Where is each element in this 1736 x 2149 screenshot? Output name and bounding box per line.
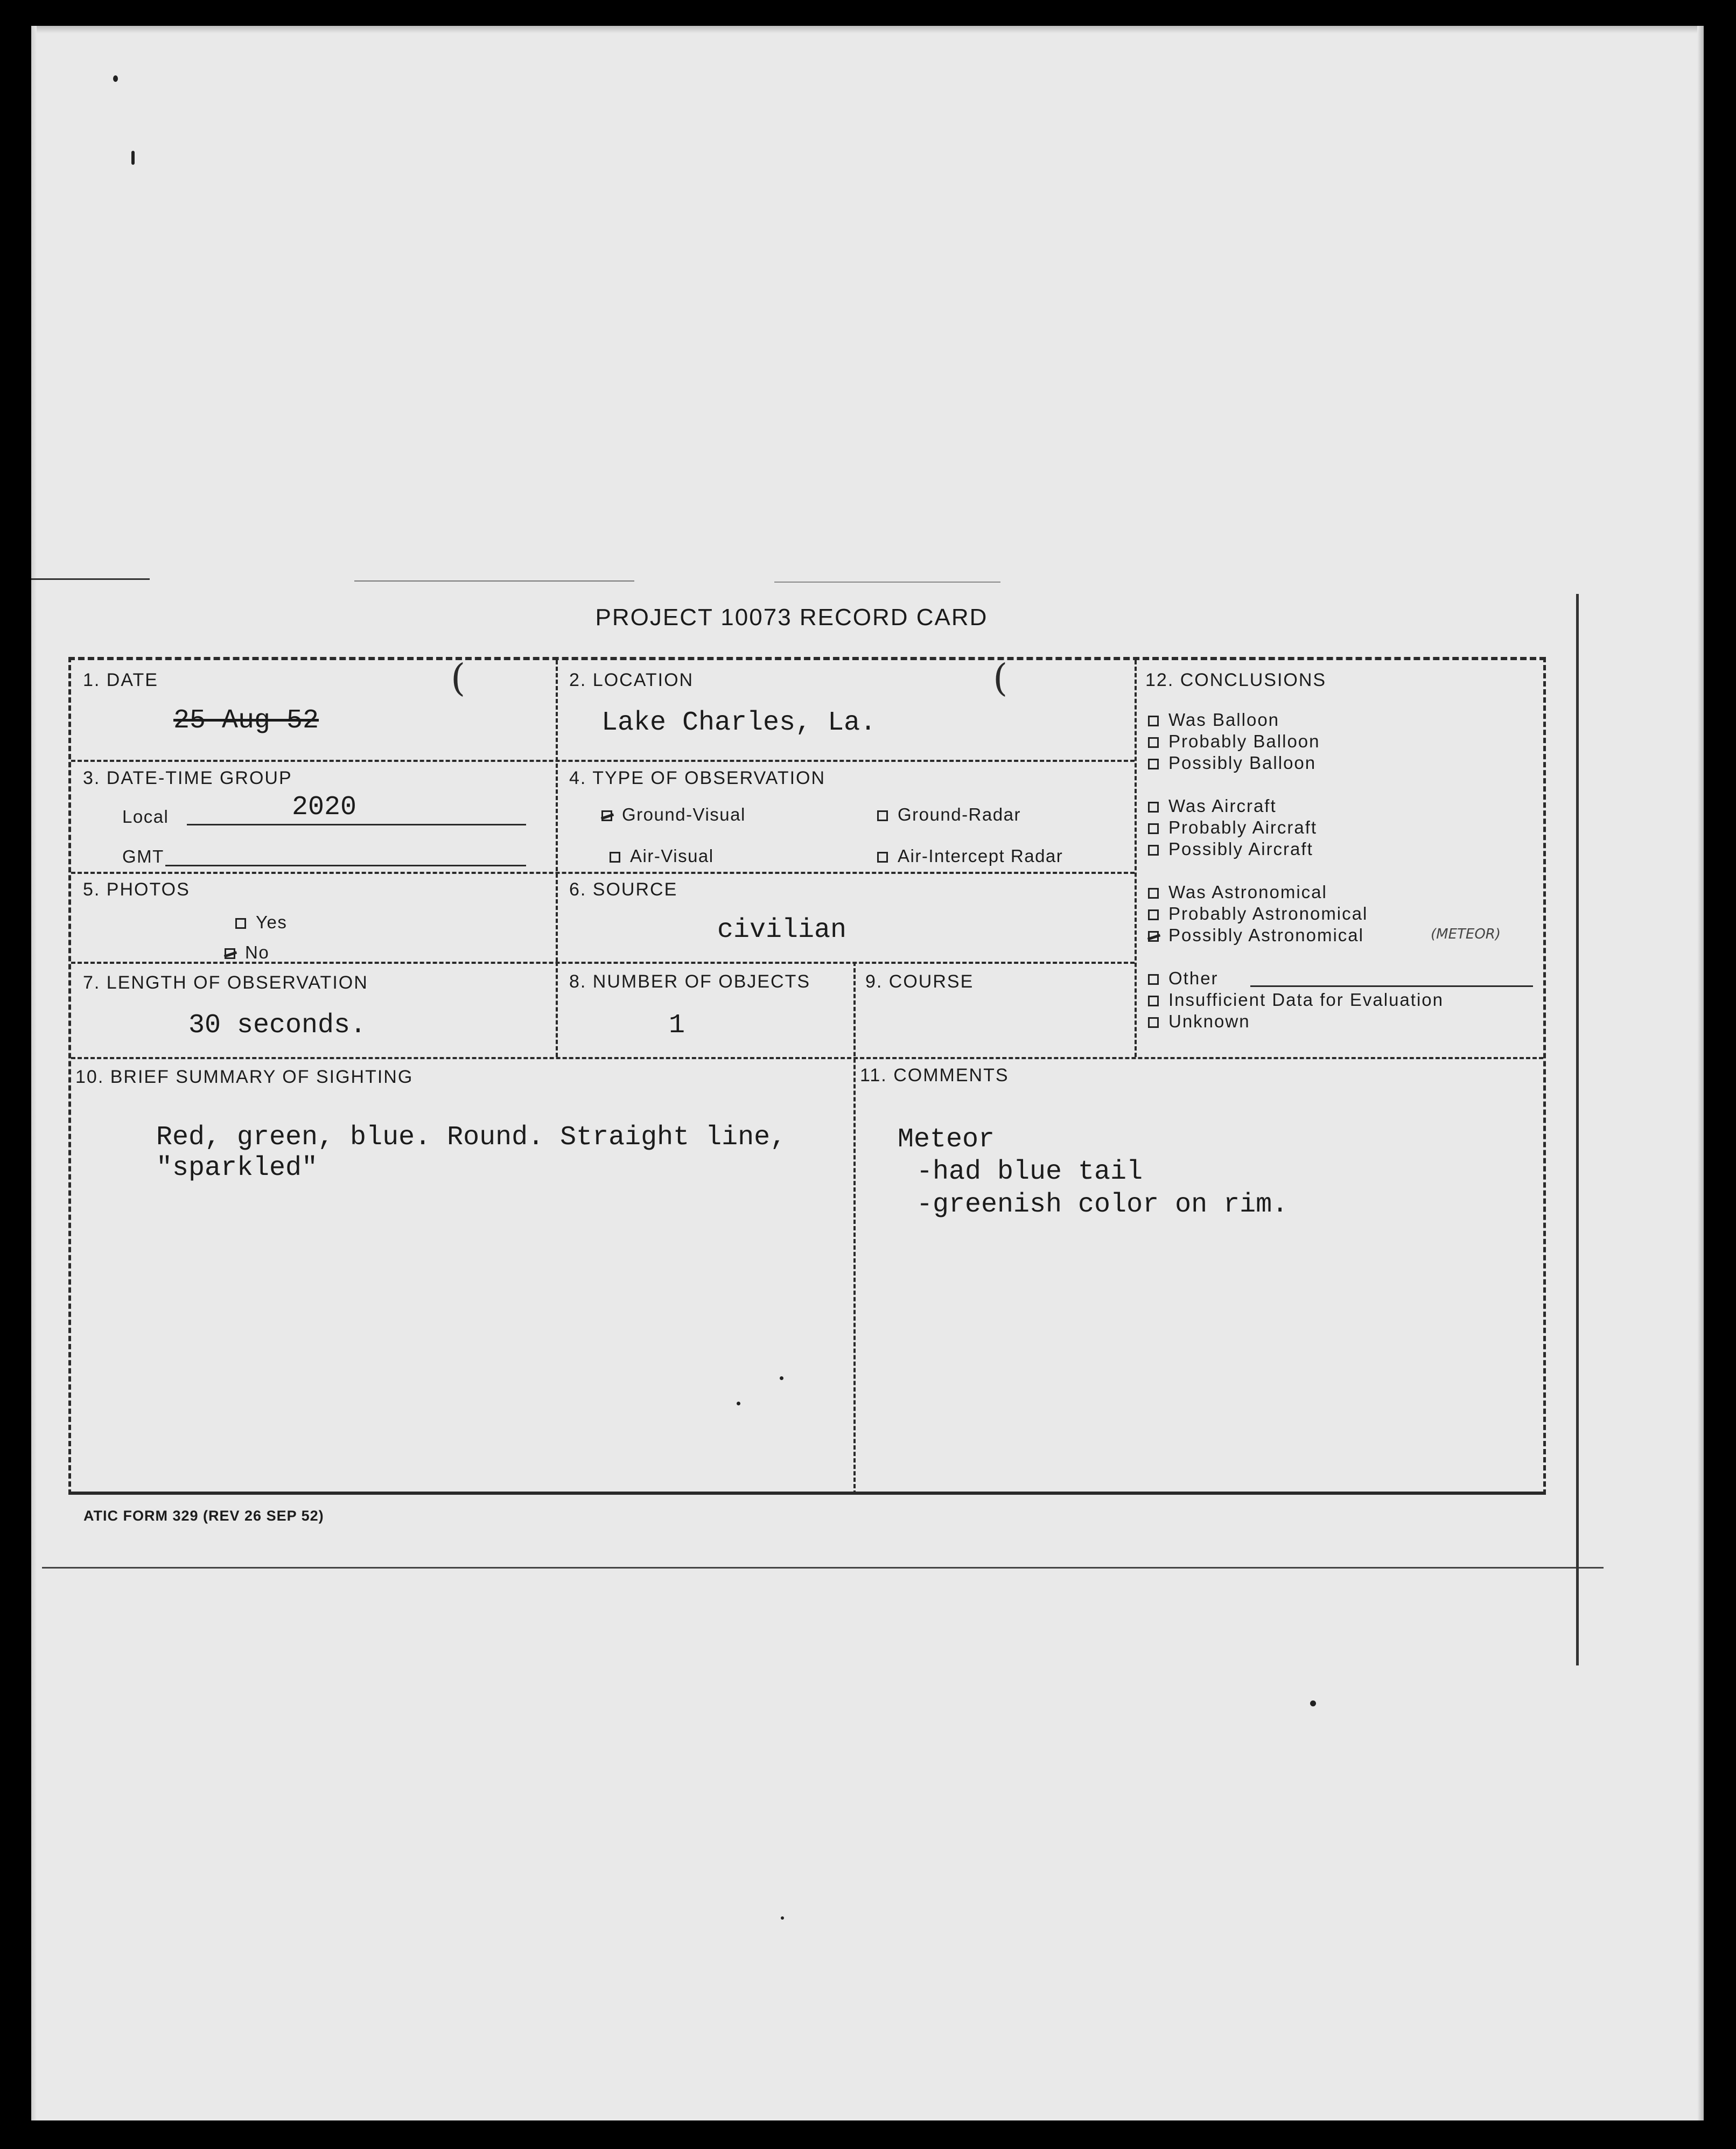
observation-option-ground-visual[interactable]: Ground-Visual (601, 804, 746, 825)
conclusion-possibly-balloon[interactable]: Possibly Balloon (1148, 753, 1316, 773)
row-divider (71, 760, 1135, 762)
comment-line: -greenish color on rim. (916, 1189, 1289, 1220)
col-divider (556, 962, 558, 1057)
observation-type-label: 4. TYPE OF OBSERVATION (569, 768, 826, 788)
checkbox[interactable] (1148, 888, 1159, 899)
summary-line: Red, green, blue. Round. Straight line, (156, 1122, 787, 1153)
observation-option-air-intercept-radar[interactable]: Air-Intercept Radar (877, 846, 1063, 866)
conclusion-was-aircraft[interactable]: Was Aircraft (1148, 796, 1277, 816)
date-time-group-label: 3. DATE-TIME GROUP (83, 768, 292, 788)
conclusion-was-balloon[interactable]: Was Balloon (1148, 710, 1279, 730)
stray-rule (774, 582, 1000, 583)
checkbox[interactable] (1148, 759, 1159, 769)
checkbox-checked[interactable] (1148, 931, 1159, 942)
record-card (68, 657, 1546, 1495)
stray-vertical-rule (1576, 594, 1579, 1665)
row-divider (71, 1057, 1543, 1059)
comments-label: 11. COMMENTS (860, 1065, 1009, 1086)
source-label: 6. SOURCE (569, 879, 678, 900)
stray-rule (42, 1567, 1604, 1569)
local-underline (187, 824, 526, 825)
conclusion-was-astronomical[interactable]: Was Astronomical (1148, 882, 1327, 902)
length-value: 30 seconds. (188, 1010, 367, 1041)
date-value: 25 Aug 52 (173, 705, 319, 736)
col-divider (853, 962, 856, 1495)
checkbox[interactable] (1148, 845, 1159, 856)
location-value: Lake Charles, La. (601, 708, 877, 738)
objects-label: 8. NUMBER OF OBJECTS (569, 971, 811, 992)
dust-speck (113, 75, 118, 82)
conclusion-insufficient-data[interactable]: Insufficient Data for Evaluation (1148, 990, 1444, 1010)
bracket-mark: ( (993, 656, 1008, 700)
dust-speck (781, 1916, 784, 1920)
conclusions-label: 12. CONCLUSIONS (1145, 670, 1327, 690)
checkbox[interactable] (1148, 823, 1159, 834)
local-label: Local (122, 807, 169, 827)
gmt-underline (165, 865, 526, 866)
checkbox-checked[interactable] (225, 948, 235, 959)
conclusion-possibly-astronomical[interactable]: Possibly Astronomical (1148, 925, 1364, 946)
observation-option-ground-radar[interactable]: Ground-Radar (877, 804, 1021, 825)
other-underline (1250, 985, 1533, 987)
summary-line: "sparkled" (156, 1153, 318, 1184)
checkbox[interactable] (1148, 716, 1159, 726)
scan-edge-right (1697, 26, 1704, 2120)
date-label: 1. DATE (83, 670, 158, 690)
handwritten-note: (METEOR) (1431, 926, 1501, 942)
card-title: PROJECT 10073 RECORD CARD (595, 604, 988, 631)
checkbox[interactable] (1148, 974, 1159, 985)
dust-speck (1310, 1700, 1316, 1706)
bracket-mark: ( (451, 656, 466, 700)
comment-line: Meteor (898, 1124, 995, 1155)
scan-edge-left (31, 26, 37, 2120)
checkbox[interactable] (235, 918, 246, 929)
local-value: 2020 (292, 792, 357, 823)
checkbox[interactable] (1148, 1017, 1159, 1028)
photos-label: 5. PHOTOS (83, 879, 190, 900)
gmt-label: GMT (122, 846, 164, 866)
checkbox[interactable] (610, 852, 620, 863)
dust-speck (131, 151, 135, 165)
scan-edge-top (31, 26, 1704, 33)
conclusion-possibly-aircraft[interactable]: Possibly Aircraft (1148, 839, 1313, 859)
stray-rule (354, 580, 634, 582)
comment-line: -had blue tail (916, 1157, 1143, 1187)
summary-label: 10. BRIEF SUMMARY OF SIGHTING (75, 1067, 414, 1087)
conclusion-unknown[interactable]: Unknown (1148, 1011, 1250, 1032)
observation-option-air-visual[interactable]: Air-Visual (610, 846, 714, 866)
checkbox[interactable] (877, 810, 888, 821)
conclusion-probably-aircraft[interactable]: Probably Aircraft (1148, 817, 1317, 838)
checkbox[interactable] (1148, 802, 1159, 813)
col-divider (556, 660, 558, 962)
checkbox[interactable] (1148, 996, 1159, 1006)
form-footer: ATIC FORM 329 (REV 26 SEP 52) (83, 1508, 324, 1524)
source-value: civilian (717, 915, 847, 946)
row-divider (71, 872, 1135, 874)
photos-option-no[interactable]: No (225, 942, 269, 963)
checkbox[interactable] (1148, 737, 1159, 748)
checkbox[interactable] (1148, 909, 1159, 920)
checkbox[interactable] (877, 852, 888, 863)
stray-rule (31, 578, 150, 580)
conclusion-other[interactable]: Other (1148, 968, 1219, 989)
conclusion-probably-astronomical[interactable]: Probably Astronomical (1148, 904, 1368, 924)
objects-value: 1 (669, 1010, 685, 1041)
col-divider (1135, 660, 1137, 1057)
checkbox-checked[interactable] (601, 810, 612, 821)
length-label: 7. LENGTH OF OBSERVATION (83, 972, 368, 993)
photos-option-yes[interactable]: Yes (235, 912, 287, 933)
location-label: 2. LOCATION (569, 670, 694, 690)
conclusion-probably-balloon[interactable]: Probably Balloon (1148, 731, 1320, 752)
course-label: 9. COURSE (865, 971, 974, 992)
